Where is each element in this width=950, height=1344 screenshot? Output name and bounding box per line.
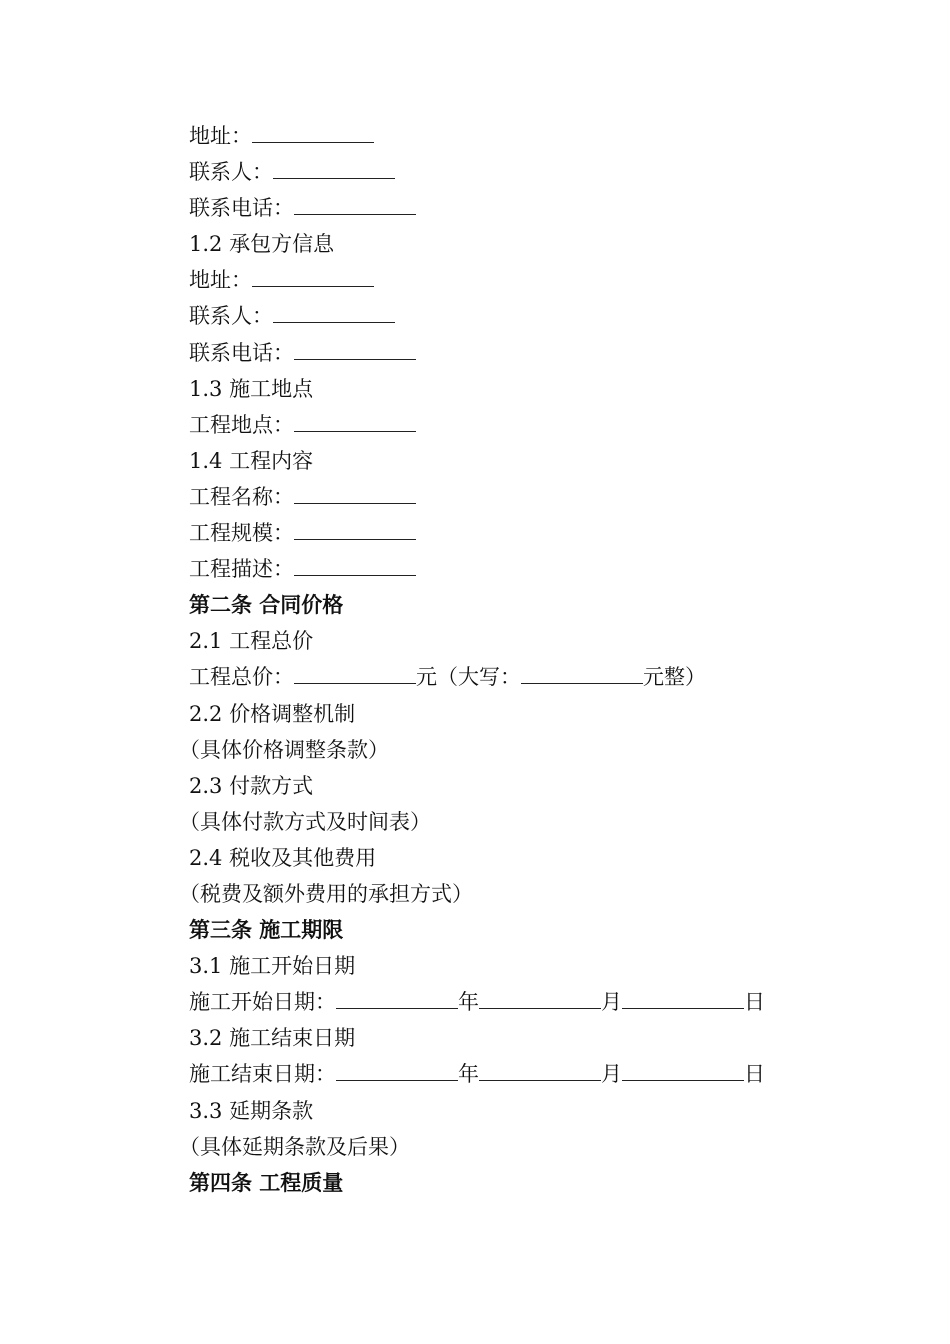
total-price-line [189, 659, 889, 695]
contractor-contact-line [189, 298, 889, 334]
year-label: 年 [458, 990, 479, 1015]
article-4-heading: 第四条 工程质量 [189, 1169, 344, 1195]
fill-in-blank[interactable] [294, 663, 416, 684]
section-2-1-title: 2.1 工程总价 [189, 629, 314, 654]
end-date-line [189, 1056, 889, 1092]
fill-in-blank[interactable] [294, 411, 416, 432]
field-label: 联系电话： [189, 340, 294, 365]
field-label: 工程描述： [189, 557, 294, 582]
day-label: 日 [744, 1062, 765, 1087]
project-location-line [189, 407, 889, 443]
fill-in-blank[interactable] [336, 1060, 458, 1081]
year-label: 年 [458, 1062, 479, 1087]
price-unit-text: 元整） [643, 665, 706, 690]
field-label: 施工结束日期： [189, 1062, 336, 1087]
fill-in-blank[interactable] [294, 555, 416, 576]
fill-in-blank[interactable] [294, 483, 416, 504]
fill-in-blank[interactable] [336, 988, 458, 1009]
contractor-address-line [189, 262, 889, 298]
contractor-phone-line [189, 335, 889, 371]
article-2-heading: 第二条 合同价格 [189, 592, 344, 618]
project-name-line [189, 479, 889, 515]
field-label: 联系人： [189, 160, 273, 185]
price-unit-text: 元（大写： [416, 665, 521, 690]
fill-in-blank[interactable] [294, 339, 416, 360]
section-1-3-title: 1.3 施工地点 [189, 376, 314, 401]
fill-in-blank[interactable] [479, 988, 601, 1009]
project-scale-line [189, 515, 889, 551]
fill-in-blank[interactable] [294, 519, 416, 540]
field-label: 工程名称： [189, 484, 294, 509]
fill-in-blank[interactable] [622, 988, 744, 1009]
month-label: 月 [601, 990, 622, 1015]
field-label: 联系人： [189, 304, 273, 329]
client-address-line [189, 118, 889, 154]
tax-fees-note: （税费及额外费用的承担方式） [179, 881, 473, 906]
client-contact-line [189, 154, 889, 190]
section-3-1-title: 3.1 施工开始日期 [189, 954, 356, 979]
field-label: 工程规模： [189, 521, 294, 546]
fill-in-blank[interactable] [294, 194, 416, 215]
section-1-2-title: 1.2 承包方信息 [189, 232, 335, 257]
fill-in-blank[interactable] [273, 158, 395, 179]
section-2-3-title: 2.3 付款方式 [189, 773, 314, 798]
field-label: 施工开始日期： [189, 990, 336, 1015]
section-1-4-title: 1.4 工程内容 [189, 448, 314, 473]
month-label: 月 [601, 1062, 622, 1087]
section-2-4-title: 2.4 税收及其他费用 [189, 845, 377, 870]
fill-in-blank[interactable] [479, 1060, 601, 1081]
fill-in-blank[interactable] [252, 122, 374, 143]
field-label: 工程地点： [189, 412, 294, 437]
field-label: 地址： [189, 268, 252, 293]
project-description-line [189, 551, 889, 587]
article-3-heading: 第三条 施工期限 [189, 917, 344, 943]
fill-in-blank[interactable] [252, 266, 374, 287]
fill-in-blank[interactable] [273, 302, 395, 323]
section-3-2-title: 3.2 施工结束日期 [189, 1026, 356, 1051]
delay-terms-note: （具体延期条款及后果） [179, 1134, 410, 1159]
price-adjustment-note: （具体价格调整条款） [179, 737, 389, 762]
field-label: 地址： [189, 124, 252, 148]
client-phone-line [189, 190, 889, 226]
fill-in-blank[interactable] [521, 663, 643, 684]
start-date-line [189, 984, 889, 1020]
section-2-2-title: 2.2 价格调整机制 [189, 701, 356, 726]
fill-in-blank[interactable] [622, 1060, 744, 1081]
field-label: 工程总价： [189, 665, 294, 690]
contract-document-page [179, 118, 889, 1201]
day-label: 日 [744, 990, 765, 1015]
section-3-3-title: 3.3 延期条款 [189, 1098, 314, 1123]
field-label: 联系电话： [189, 196, 294, 221]
payment-method-note: （具体付款方式及时间表） [179, 809, 431, 834]
